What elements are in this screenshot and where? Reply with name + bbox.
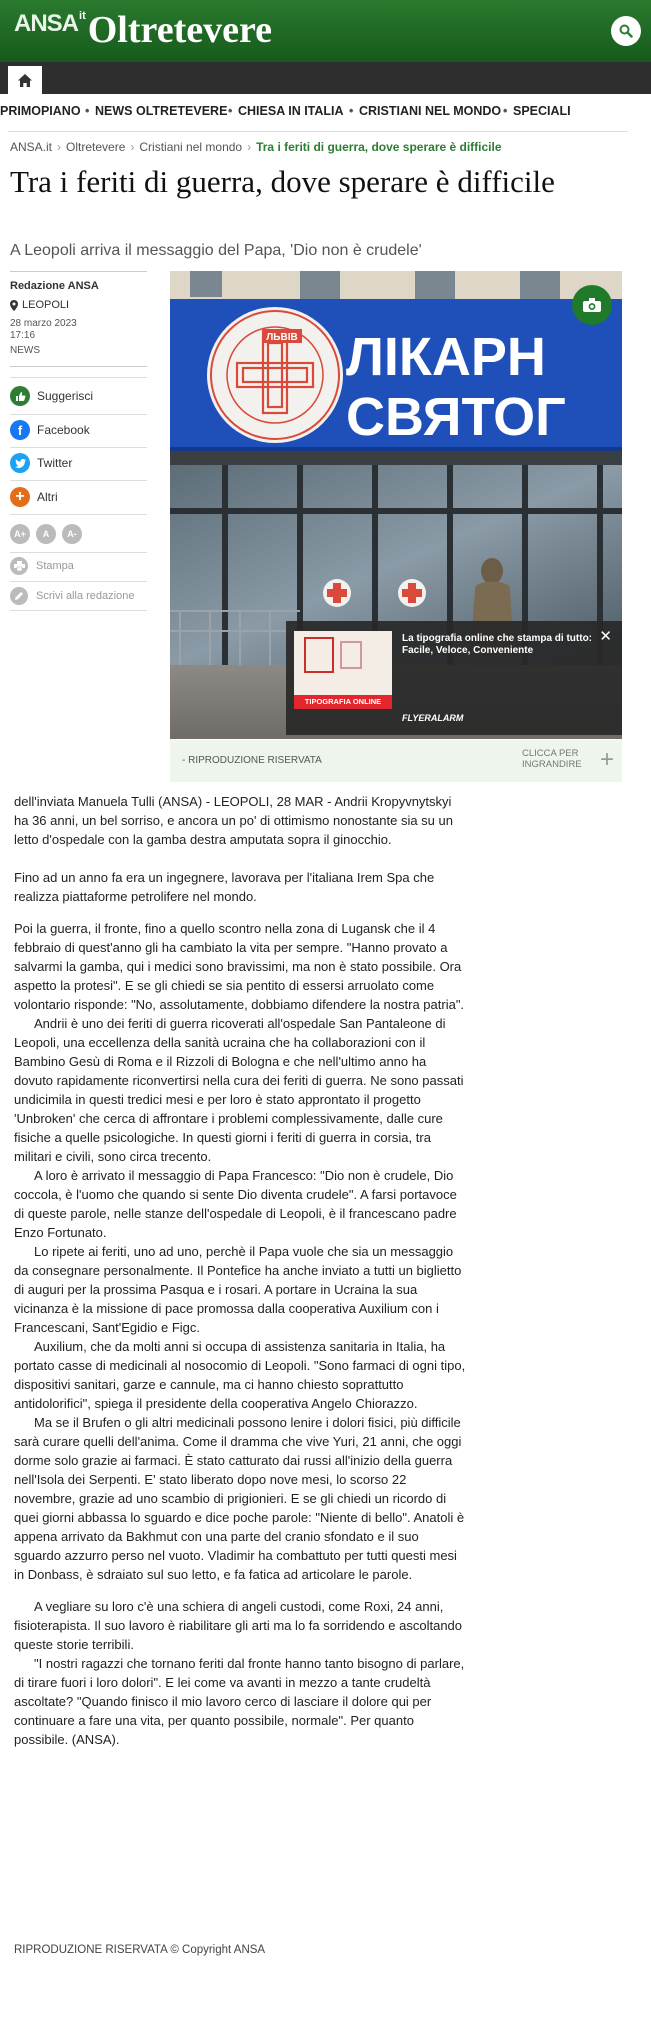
thumb-up-icon xyxy=(10,386,30,406)
location-label: LEOPOLI xyxy=(22,299,70,311)
breadcrumb-current: Tra i feriti di guerra, dove sperare è difficile xyxy=(256,140,502,154)
ad-text: La tipografia online che stampa di tutto: Facile, Veloce, Conveniente xyxy=(402,633,593,656)
divider xyxy=(10,366,147,367)
zoom-label[interactable] xyxy=(522,748,582,770)
printer-icon xyxy=(10,557,28,575)
site-header xyxy=(0,0,651,62)
article-paragraph: "I nostri ragazzi che tornano feriti dal fronte hanno tanto bisogno di parlare, di tirare fuori i loro dolori". E lei come va avanti in mezzo a tante crudeltà ascoltate? "Quando finisco il mio lavoro cerco di lasciare il dolore qui per continuare a fare una vita, per quanto possibile, normale". Per quanto possibile. (ANSA). xyxy=(14,1656,465,1747)
site-logo[interactable] xyxy=(14,10,272,50)
share-altri[interactable] xyxy=(10,487,150,507)
divider xyxy=(8,131,628,132)
menu-item-chiesa-in-italia[interactable]: CHIESA IN ITALIA xyxy=(238,104,344,118)
font-reset-button[interactable]: A xyxy=(36,524,56,544)
top-navbar xyxy=(0,62,651,94)
publish-time: 17:16 xyxy=(10,330,36,341)
article-paragraph: A loro è arrivato il messaggio di Papa Francesco: "Dio non è crudele, Dio coccola, è l'uomo che quando si sente Dio diventa crudele". A farsi portavoce di queste parole, nelle stanze dell'ospedale di Leopoli, è il francescano padre Enzo Fortunato. xyxy=(14,1168,457,1240)
share-twitter-label: Twitter xyxy=(37,456,73,470)
search-icon xyxy=(619,24,633,38)
article-paragraph: Fino ad un anno fa era un ingegnere, lavorava per l'italiana Irem Spa che realizza piattaforme petrolifere nel mondo. xyxy=(14,870,435,904)
location xyxy=(10,299,147,311)
article-photo[interactable] xyxy=(170,271,622,739)
share-altri-label: Altri xyxy=(37,490,58,504)
ad-thumbnail xyxy=(294,631,392,695)
font-increase-button[interactable]: A+ xyxy=(10,524,30,544)
twitter-icon xyxy=(10,453,30,473)
menu-separator: • xyxy=(349,104,354,118)
publish-date: 28 marzo 2023 xyxy=(10,318,77,329)
share-facebook[interactable] xyxy=(10,420,150,440)
menu-item-speciali[interactable]: SPECIALI xyxy=(513,104,571,118)
brand-title: Oltretevere xyxy=(87,9,272,51)
author: Redazione ANSA xyxy=(10,280,99,292)
menu-item-news-oltretevere[interactable]: NEWS OLTRETEVERE xyxy=(95,104,228,118)
close-icon[interactable]: ✕ xyxy=(599,628,612,645)
divider xyxy=(10,414,147,415)
divider xyxy=(10,552,147,553)
emblem-lviv: ЛЬВІВ xyxy=(266,332,298,343)
facebook-icon: f xyxy=(10,420,30,440)
home-button[interactable] xyxy=(8,66,42,94)
chevron-right-icon: › xyxy=(130,140,135,154)
breadcrumb-oltretevere[interactable]: Oltretevere xyxy=(66,140,126,154)
menu-separator: • xyxy=(85,104,90,118)
divider xyxy=(10,480,147,481)
write-editor-label: Scrivi alla redazione xyxy=(36,590,135,602)
photo-caption xyxy=(170,740,622,782)
chevron-right-icon: › xyxy=(247,140,252,154)
breadcrumb xyxy=(10,140,502,154)
divider xyxy=(10,514,147,515)
zoom-plus-icon[interactable]: + xyxy=(599,746,614,773)
divider xyxy=(10,271,147,272)
camera-badge[interactable] xyxy=(572,285,612,325)
divider xyxy=(10,610,147,611)
article-paragraph: dell'inviata Manuela Tulli (ANSA) - LEOPOLI, 28 MAR - Andrii Kropyvnytskyi ha 36 anni, un bel sorriso, e ancora un po' di ottimismo nonostante sia su un letto d'ospedale con la gamba destra amputata sopra il ginocchio. xyxy=(14,794,453,847)
zoom-label-line-2: INGRANDIRE xyxy=(522,759,582,770)
overlay-ad[interactable] xyxy=(286,621,622,735)
font-decrease-button[interactable]: A- xyxy=(62,524,82,544)
font-size-controls xyxy=(10,524,82,544)
share-facebook-label: Facebook xyxy=(37,423,90,437)
page-title: Tra i feriti di guerra, dove sperare è difficile xyxy=(10,164,555,199)
share-twitter[interactable] xyxy=(10,453,150,473)
article-meta xyxy=(10,271,147,367)
article-paragraph: Lo ripete ai feriti, uno ad uno, perchè il Papa vuole che sia un messaggio da consegnare personalmente. Il Pontefice ha anche inviato a tutti un biglietto di auguri per la prossima Pasqua e i rosari. A portare in Ucraina la sua vicinanza è la missione di pace promossa dalla cooperativa Auxilium con i Francescani, Sant'Egidio e Figc. xyxy=(14,1244,462,1335)
ad-graphic xyxy=(304,637,334,673)
print-label: Stampa xyxy=(36,560,74,572)
logo-ansa: ANSA xyxy=(14,10,79,37)
share-suggerisci[interactable] xyxy=(10,386,150,406)
divider xyxy=(10,447,147,448)
section-menu xyxy=(0,102,651,122)
article-kind: NEWS xyxy=(10,345,40,356)
chevron-right-icon: › xyxy=(57,140,62,154)
copyright-footer: RIPRODUZIONE RISERVATA © Copyright ANSA xyxy=(14,1944,266,1956)
camera-icon xyxy=(583,298,601,312)
ad-brand: FLYERALARM xyxy=(402,713,464,723)
print-button[interactable] xyxy=(10,557,74,575)
menu-separator: • xyxy=(228,104,233,118)
pencil-icon xyxy=(10,587,28,605)
zoom-label-line-1: CLICCA PER xyxy=(522,748,579,759)
logo-it: it xyxy=(79,10,86,22)
menu-separator: • xyxy=(503,104,508,118)
plus-icon: + xyxy=(10,487,30,507)
article-paragraph: Auxilium, che da molti anni si occupa di assistenza sanitaria in Italia, ha portato casse di medicinali al nosocomio di Leopoli. "Sono farmaci di ogni tipo, dispositivi sanitari, garze e cannule, ma ci hanno chiesto soprattutto antidolorifici", spiega il presidente della cooperativa Angelo Chiorazzo. xyxy=(14,1339,466,1411)
caption-copyright: - RIPRODUZIONE RISERVATA xyxy=(182,755,322,766)
ad-graphic xyxy=(340,641,362,669)
menu-item-primopiano[interactable]: PRIMOPIANO xyxy=(0,104,81,118)
ad-badge: TIPOGRAFIA ONLINE xyxy=(294,695,392,709)
sign-line-2: СВЯТОГ xyxy=(346,387,566,447)
page-subtitle: A Leopoli arriva il messaggio del Papa, 'Dio non è crudele' xyxy=(10,242,422,259)
write-editor-button[interactable] xyxy=(10,587,134,605)
article-paragraph: A vegliare su loro c'è una schiera di angeli custodi, come Roxi, 24 anni, fisioterapista. Il suo lavoro è riabilitare gli arti ma lo fa sorridendo e ascoltando queste storie terribili. xyxy=(14,1599,463,1652)
breadcrumb-ansa[interactable]: ANSA.it xyxy=(10,140,53,154)
breadcrumb-cristiani[interactable]: Cristiani nel mondo xyxy=(139,140,243,154)
article-paragraph: Andrii è uno dei feriti di guerra ricoverati all'ospedale San Pantaleone di Leopoli, una eccellenza della sanità ucraina che ha collaborazioni con il Bambino Gesù di Roma e il Rizzoli di Bologna e che nell'ultimo anno ha dovuto rapidamente riconvertirsi nella cura dei feriti di guerra. Ne sono passati undicimila in questi tredici mesi e per loro è stato approntato il progetto 'Unbroken' che cerca di affrontare i problemi complessivamente, dalle cure fisiche a quelle psicologiche. In questi giorni i feriti di guerra in corsia, tra militari e civili, sono circa trecento. xyxy=(14,1016,464,1164)
divider xyxy=(10,377,147,378)
search-button[interactable] xyxy=(611,16,641,46)
article-paragraph: Ma se il Brufen o gli altri medicinali possono lenire i dolori fisici, più difficile sarà curare quelli dell'anima. Come il dramma che vive Yuri, 21 anni, che oggi dorme solo grazie ai farmaci. È stato catturato dai russi all'inizio della guerra nell'Isola dei Serpenti. E' stato liberato dopo nove mesi, lo scorso 22 novembre, grazie ad uno scambio di prigionieri. E se gli chiedi un ricordo di quei giorni abbassa lo sguardo e dice poche parole: "Niente di bello". Anatoli è appena arrivato da Bakhmut con una parte del cranio sfondato e il suo sguardo azzurro perso nel vuoto. Vladimir ha combattuto per tutti questi mesi in Donbass, è sdraiato sul suo letto, e fa fatica ad articolare le parole. xyxy=(14,1415,465,1582)
map-pin-icon xyxy=(10,300,18,311)
home-icon xyxy=(17,73,33,88)
share-suggerisci-label: Suggerisci xyxy=(37,389,94,403)
article-paragraph: Poi la guerra, il fronte, fino a quello scontro nella zona di Lugansk che il 4 febbraio di quest'anno gli ha cambiato la vita per sempre. "Hanno provato a salvarmi la gamba, qui i medici sono bravissimi, ma non è stato possibile. Ora aspetto la protesi". E se gli chiedi se sia pentito di essersi arruolato come volontario risponde: "No, assolutamente, dobbiamo difendere la nostra patria". xyxy=(14,921,465,1012)
divider xyxy=(10,581,147,582)
menu-item-cristiani-nel-mondo[interactable]: CRISTIANI NEL MONDO xyxy=(359,104,502,118)
article-body xyxy=(14,792,468,1749)
sign-line-1: ЛІКАРН xyxy=(346,327,546,387)
